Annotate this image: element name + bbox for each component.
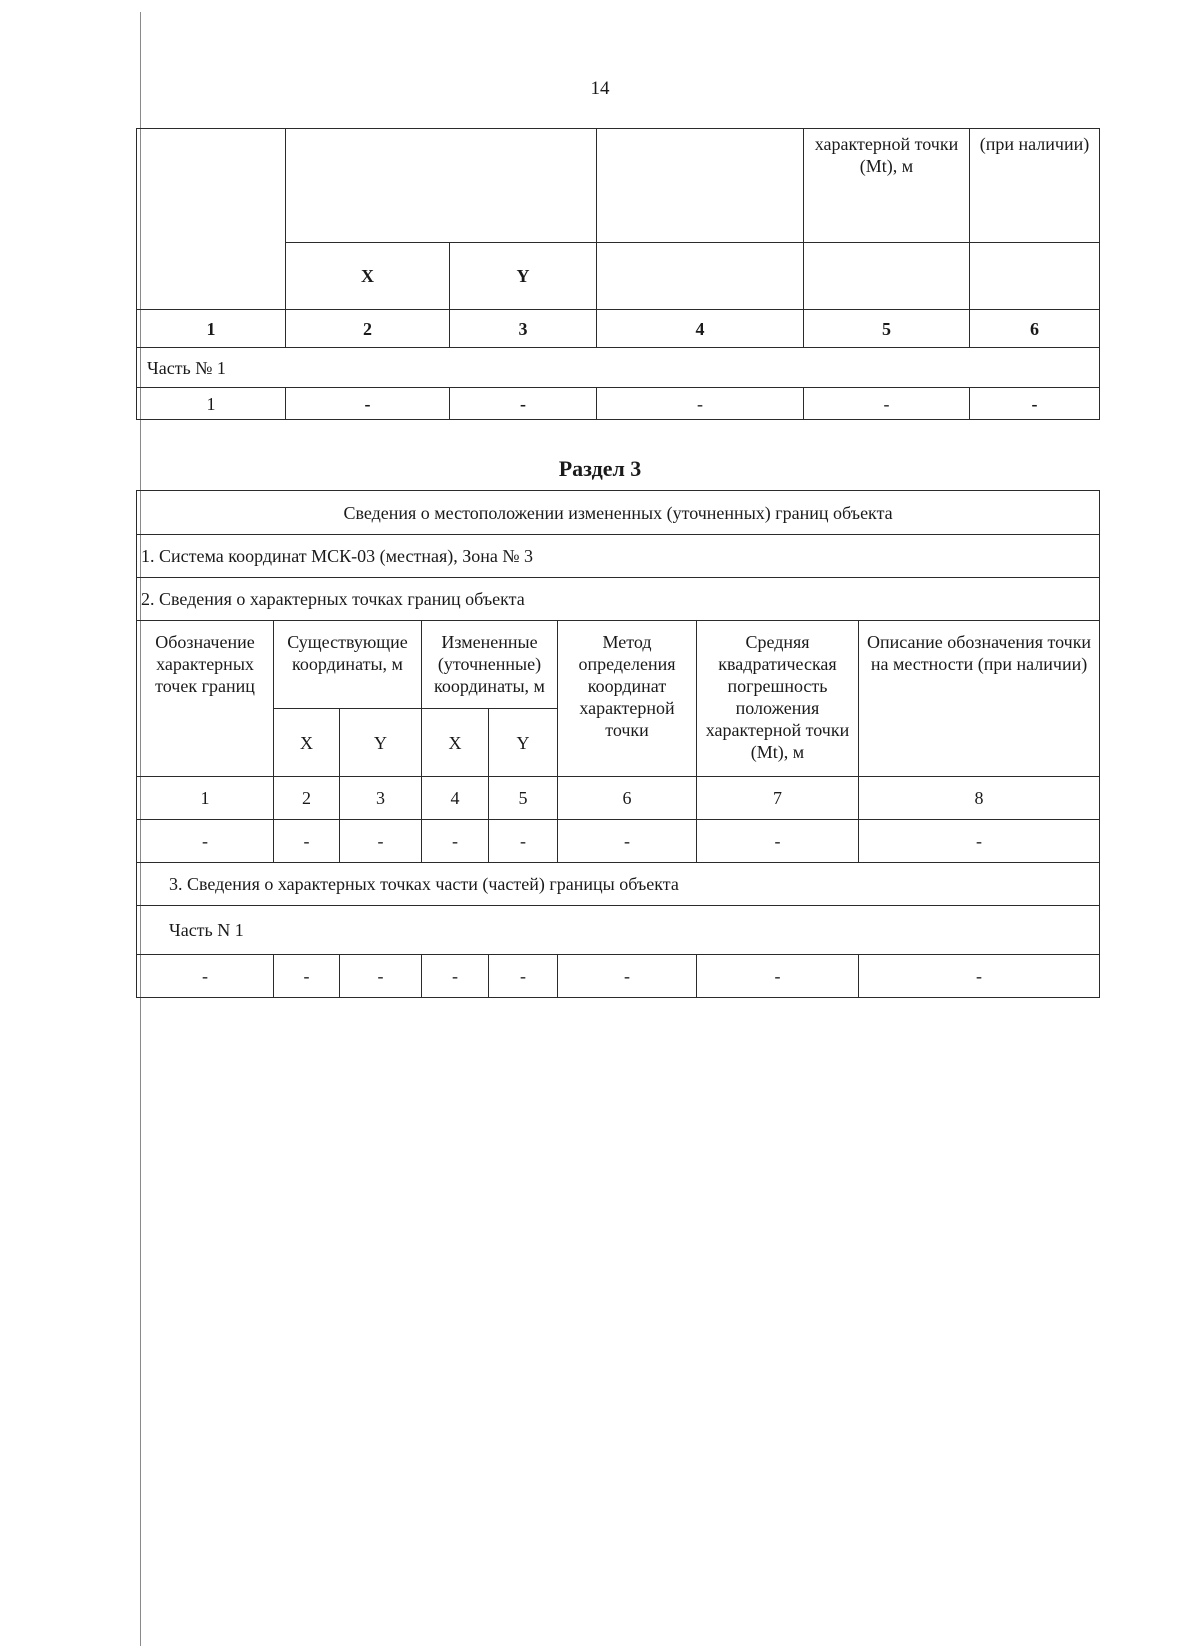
table-cell: - xyxy=(274,820,340,863)
header-existing-coords: Существующие координаты, м xyxy=(274,621,422,709)
column-number: 1 xyxy=(137,310,286,348)
header-x: X xyxy=(274,709,340,777)
table-cell: - xyxy=(970,388,1100,420)
header-cell-2 xyxy=(286,129,597,243)
column-number: 6 xyxy=(970,310,1100,348)
points-info-line: 2. Сведения о характерных точках границ объекта xyxy=(137,578,1100,621)
header-description-cell: (при наличии) xyxy=(970,129,1100,243)
header-designation: Обозначение характерных точек границ xyxy=(137,621,274,777)
part-points-line: 3. Сведения о характерных точках части (частей) границы объекта xyxy=(137,863,1100,906)
table-cell: - xyxy=(340,820,422,863)
column-number: 2 xyxy=(274,777,340,820)
table-cell: - xyxy=(558,955,697,998)
table-cell: - xyxy=(137,955,274,998)
table-cell: - xyxy=(422,955,489,998)
page-number: 14 xyxy=(590,78,610,99)
table-cell: - xyxy=(489,820,558,863)
header-error-cell: характерной точки (Mt), м xyxy=(804,129,970,243)
table-cell: - xyxy=(597,388,804,420)
column-number: 3 xyxy=(450,310,597,348)
table-cell: - xyxy=(422,820,489,863)
part-label: Часть № 1 xyxy=(137,348,1100,388)
table-cell: - xyxy=(697,820,859,863)
table-cell: 1 xyxy=(137,388,286,420)
header-cell-1 xyxy=(137,129,286,310)
column-number: 6 xyxy=(558,777,697,820)
empty-cell xyxy=(597,243,804,310)
header-error: Средняя квадратическая погрешность положения характерной точки (Mt), м xyxy=(697,621,859,777)
header-x: X xyxy=(422,709,489,777)
header-method: Метод определения координат характерной точки xyxy=(558,621,697,777)
table-cell: - xyxy=(859,820,1100,863)
section-title: Раздел 3 xyxy=(558,456,642,481)
table-cell: - xyxy=(137,820,274,863)
table-cell: - xyxy=(697,955,859,998)
header-cell-4 xyxy=(597,129,804,243)
table-cell: - xyxy=(450,388,597,420)
header-x: X xyxy=(286,243,450,310)
column-number: 7 xyxy=(697,777,859,820)
table-cell: - xyxy=(286,388,450,420)
header-y: Y xyxy=(450,243,597,310)
coordinates-table-continued xyxy=(136,128,1100,420)
table-cell: - xyxy=(489,955,558,998)
table-cell: - xyxy=(804,388,970,420)
column-number: 4 xyxy=(422,777,489,820)
column-number: 5 xyxy=(804,310,970,348)
part-label: Часть N 1 xyxy=(137,906,1100,955)
column-number: 4 xyxy=(597,310,804,348)
column-number: 8 xyxy=(859,777,1100,820)
column-number: 2 xyxy=(286,310,450,348)
column-number: 5 xyxy=(489,777,558,820)
header-y: Y xyxy=(489,709,558,777)
table-title: Сведения о местоположении измененных (уточненных) границ объекта xyxy=(137,491,1100,535)
empty-cell xyxy=(804,243,970,310)
column-number: 3 xyxy=(340,777,422,820)
coordinate-system-line: 1. Система координат МСК-03 (местная), Зона № 3 xyxy=(137,535,1100,578)
header-y: Y xyxy=(340,709,422,777)
table-cell: - xyxy=(859,955,1100,998)
boundary-points-table xyxy=(136,490,1100,998)
header-description: Описание обозначения точки на местности (при наличии) xyxy=(859,621,1100,777)
table-cell: - xyxy=(340,955,422,998)
table-cell: - xyxy=(274,955,340,998)
header-changed-coords: Измененные (уточненные) координаты, м xyxy=(422,621,558,709)
column-number: 1 xyxy=(137,777,274,820)
empty-cell xyxy=(970,243,1100,310)
table-cell: - xyxy=(558,820,697,863)
